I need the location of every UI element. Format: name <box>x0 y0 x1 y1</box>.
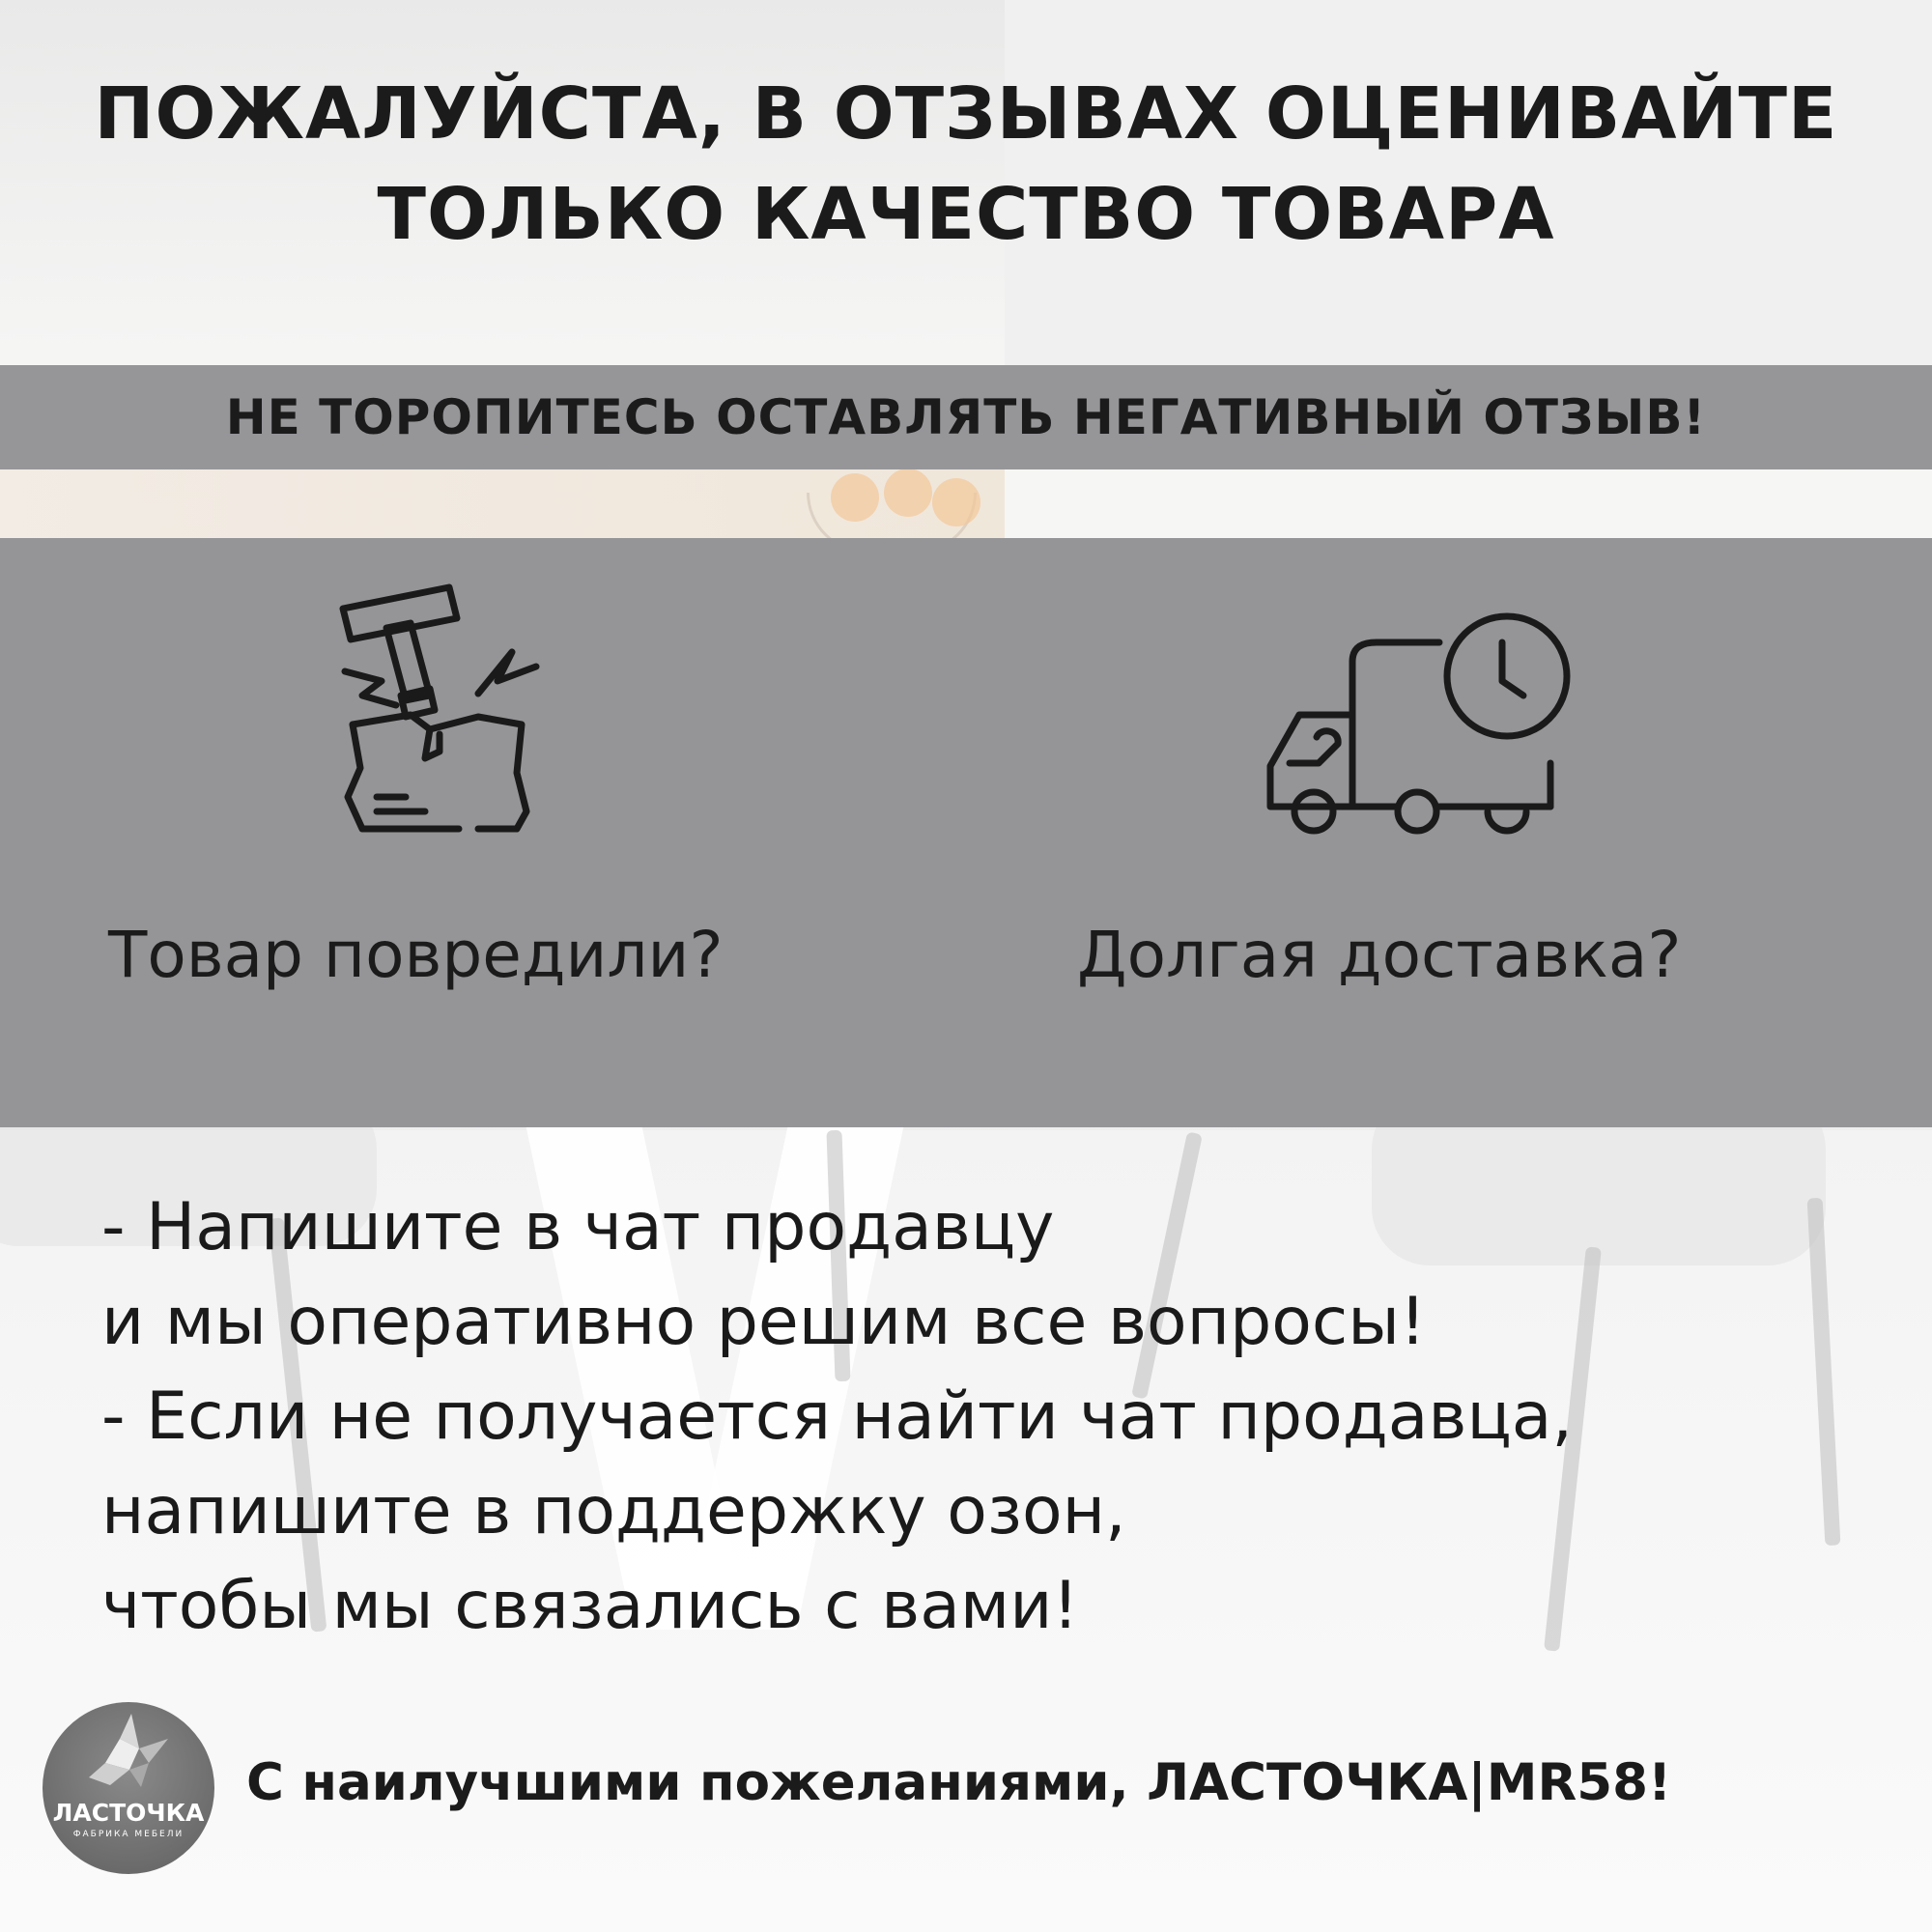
page-title: ПОЖАЛУЙСТА, В ОТЗЫВАХ ОЦЕНИВАЙТЕ ТОЛЬКО КАЧЕСТВО ТОВАРА <box>94 72 1838 256</box>
instructions-line: - Если не получается найти чат продавца, <box>101 1378 1574 1455</box>
signature-text: С наилучшими пожеланиями, ЛАСТОЧКА|MR58! <box>246 1753 1672 1812</box>
instructions-line: - Напишите в чат продавцу <box>101 1189 1055 1265</box>
instructions-text <box>101 1180 1898 1654</box>
issues-panel <box>0 538 1932 1127</box>
damaged-item-caption: Товар повредили? <box>108 918 724 992</box>
delivery-truck-clock-icon <box>1261 604 1579 836</box>
long-delivery-caption: Долгая доставка? <box>1077 918 1682 992</box>
instructions-line: напишите в поддержку озон, <box>101 1473 1126 1549</box>
warning-banner-text: НЕ ТОРОПИТЕСЬ ОСТАВЛЯТЬ НЕГАТИВНЫЙ ОТЗЫВ! <box>225 389 1707 445</box>
instructions-line: чтобы мы связались с вами! <box>101 1568 1079 1644</box>
logo-subtitle: ФАБРИКА МЕБЕЛИ <box>72 1830 185 1839</box>
logo-name: ЛАСТОЧКА <box>52 1799 205 1827</box>
broken-box-hammer-icon <box>333 580 546 850</box>
warning-banner <box>0 365 1932 469</box>
brand-logo <box>43 1702 214 1874</box>
swallow-bird-icon <box>81 1710 178 1799</box>
instructions-line: и мы оперативно решим все вопросы! <box>101 1284 1427 1360</box>
